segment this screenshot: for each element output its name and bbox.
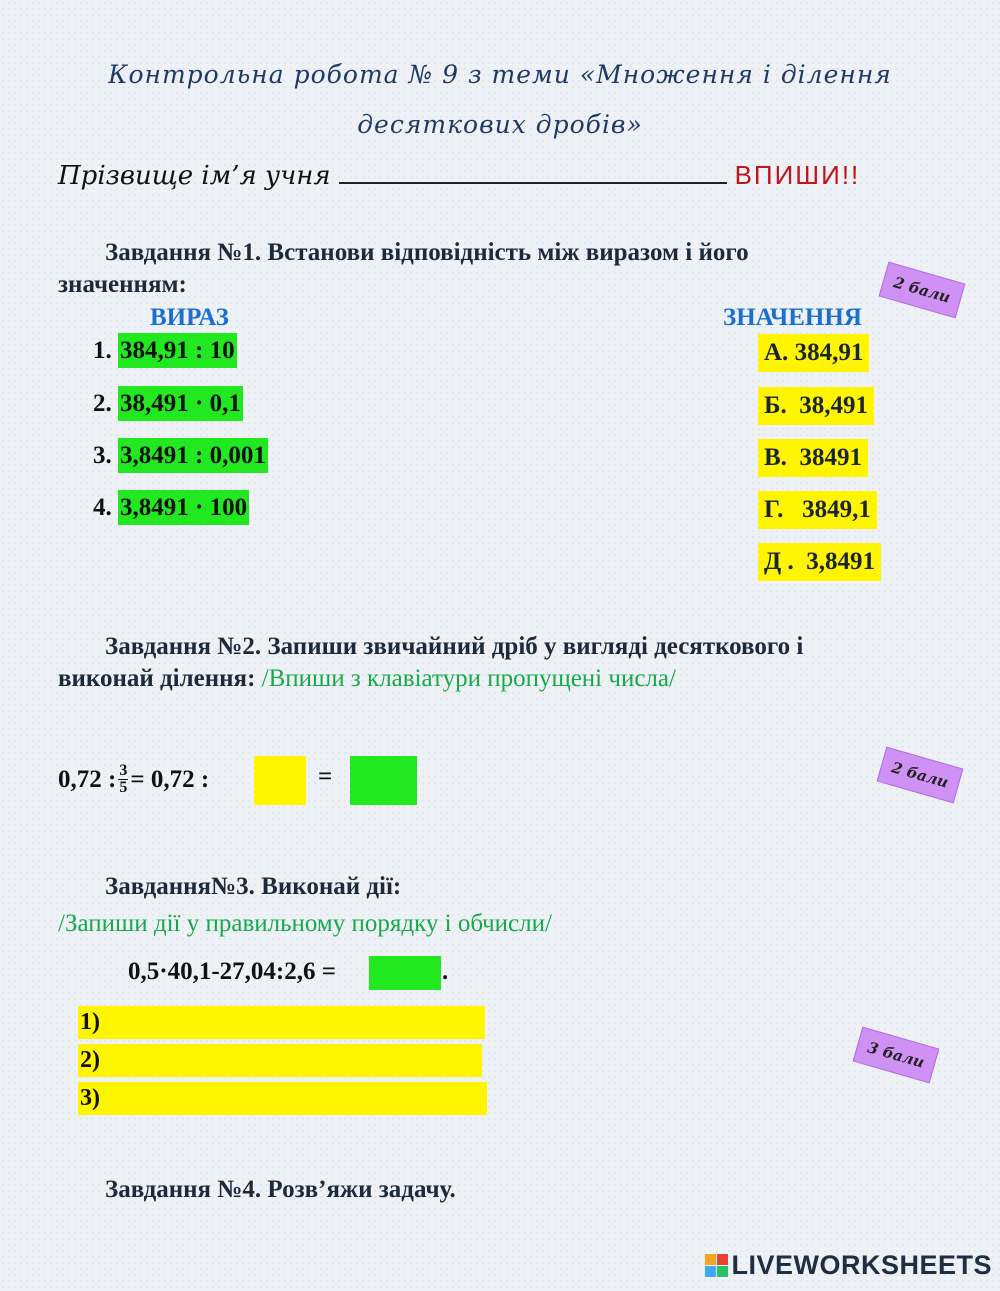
fraction-numerator: 3 [119,762,128,779]
task2-heading-line2: виконай ділення: [58,665,256,692]
equation-lhs: 0,72 : [58,765,117,793]
expression-text: 384,91 : 10 [118,333,237,368]
logo-text: LIVEWORKSHEETS [731,1250,992,1280]
task2-heading-line1: Завдання №2. Запиши звичайний дріб у вигляді десяткового і [105,633,804,660]
value-letter: А. [764,339,789,366]
task1-points-badge: 2 бали [879,262,966,319]
task3-period: . [442,958,449,985]
expression-number: 3. [93,442,112,469]
value-option[interactable] [758,387,874,425]
step-input-1[interactable] [78,1006,485,1039]
expression-number: 1. [93,337,112,364]
step-label: 3) [80,1085,100,1111]
step-input-3[interactable] [78,1082,487,1115]
value-text: 3,8491 [806,548,875,575]
value-text: 38491 [799,444,862,471]
task2-points-badge: 2 бали [877,747,964,804]
value-letter: Б. [764,392,787,419]
step-label: 1) [80,1009,100,1035]
fraction [118,763,128,796]
task1-heading-line1: Завдання №1. Встанови відповідність між виразом і його [105,239,749,266]
expression-row[interactable] [93,494,249,522]
equals-sign: = [318,763,333,790]
task3-points-badge: 3 бали [853,1027,940,1084]
expression-row[interactable] [93,337,237,365]
student-name-field[interactable] [339,160,727,184]
decimal-answer-input[interactable] [254,756,306,805]
value-option[interactable] [758,334,869,372]
task1-heading [58,237,918,301]
task2-note: /Впиши з клавіатури пропущені числа/ [261,665,676,692]
task3-expression: 0,5·40,1-27,04:2,6 = [128,958,336,985]
task3-note: /Запиши дії у правильному порядку і обчисли/ [58,910,552,937]
value-letter: В. [764,444,787,471]
task3-heading: Завдання№3. Виконай дії: [105,873,402,900]
division-result-input[interactable] [350,756,417,805]
value-text: 38,491 [799,392,869,419]
fraction-denominator: 5 [119,779,128,796]
expression-row[interactable] [93,442,268,470]
worksheet-title-line2: десяткових дробів» [357,110,643,139]
expression-text: 38,491 · 0,1 [118,386,243,421]
value-letter: Г. [764,496,784,523]
student-name-row [58,160,860,191]
expression-text: 3,8491 : 0,001 [118,438,268,473]
worksheet-title-line1: Контрольна робота № 9 з теми «Множення і ділення [108,60,892,89]
task2-equation [58,763,209,796]
task2-heading [58,631,958,695]
step-input-2[interactable] [78,1044,482,1077]
value-text: 384,91 [794,339,864,366]
expression-row[interactable] [93,390,243,418]
write-prompt: ВПИШИ!! [734,160,861,190]
expression-text: 3,8491 · 100 [118,490,249,525]
student-name-label: Прізвище ім’я учня [58,161,331,191]
task3-result-input[interactable] [369,956,441,990]
task1-heading-line2: значенням: [58,271,187,298]
logo-mark-icon [705,1254,728,1277]
value-option[interactable] [758,439,868,477]
equation-middle: = 0,72 : [130,765,210,793]
column-header-expression: ВИРАЗ [150,304,229,331]
task4-heading: Завдання №4. Розв’яжи задачу. [105,1176,456,1203]
value-option[interactable] [758,543,881,581]
value-letter: Д . [764,548,794,575]
column-header-value: ЗНАЧЕННЯ [723,304,862,331]
step-label: 2) [80,1047,100,1073]
liveworksheets-logo [705,1250,992,1281]
value-option[interactable] [758,491,877,529]
expression-number: 4. [93,494,112,521]
expression-number: 2. [93,390,112,417]
value-text: 3849,1 [802,496,871,523]
